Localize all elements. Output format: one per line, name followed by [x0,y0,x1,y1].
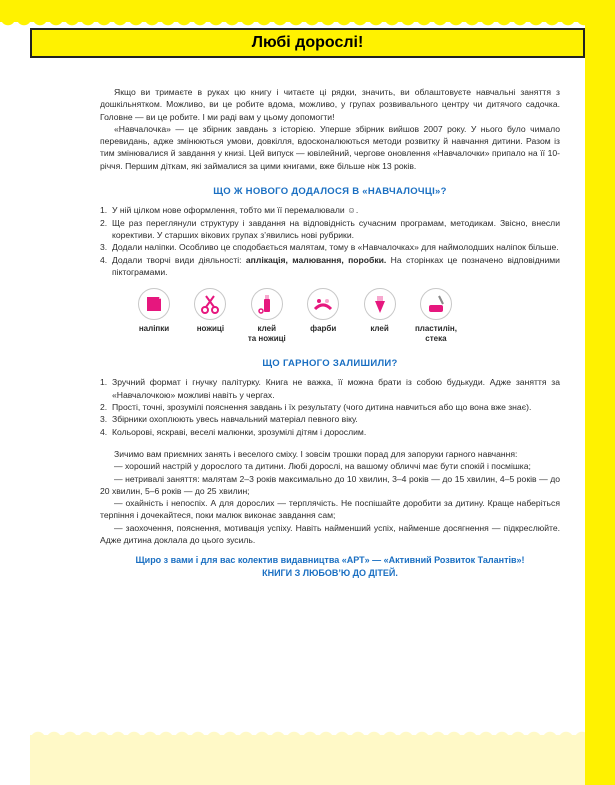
good-section-heading: ЩО ГАРНОГО ЗАЛИШИЛИ? [262,358,398,370]
good-items-list [100,376,560,437]
pictogram [299,288,347,344]
pictogram [130,288,178,344]
new-section-heading: ЩО Ж НОВОГО ДОДАЛОСЯ В «НАВЧАЛОЧЦІ»? [213,186,447,198]
list-item: 2. Прості, точні, зрозумілі пояснення завдань і їх результату (чого дитина навчиться або що вона вже знає). [100,402,532,413]
activity-types: аплікація, малювання, поробки. [245,254,387,265]
list-item: 4. Додали творчі види діяльності: аплікація, малювання, поробки. На сторінках це позначено відповідними піктограмами. [100,254,560,277]
list-item: 1. У ній цілком нове оформлення, тобто ми її перемалювали ☺. [100,205,359,216]
advice-paragraph: Зичимо вам приємних занять і веселого сміху. І зовсім трошки порад для запоруки гарного навчання: [114,448,518,459]
pictogram-label: клей [370,324,389,334]
scissors-icon [194,288,226,320]
plasticine-icon [420,288,452,320]
bottom-decorative-band [30,735,585,785]
pictogram-row [130,288,460,344]
closing-line-2: КНИГИ З ЛЮБОВ’Ю ДО ДІТЕЙ. [262,567,398,578]
advice-paragraph: — охайність і непоспіх. А для дорослих — терплячість. Не поспішайте доробити за дитину. Краще наберіться терпіння і дочекайтеся, поки малюк виконає завдання сам; [100,498,560,521]
list-item: 2. Ще раз переглянули структуру і завдання на відповідність сучасним програмам, методикам. Звісно, внесли корективи. У старших вікових групах з’явились нові рубрики. [100,217,560,240]
advice-paragraph: — заохочення, пояснення, мотивація успіху. Навіть найменший успіх, найменше досягнення — підкреслюйте. Адже дитина доклала до цього зусиль. [100,522,560,546]
new-items-list [100,204,560,278]
closing-line-1: Щиро з вами і для вас колектив видавництва «АРТ» — «Активний Розвиток Талантів»! [135,555,525,566]
intro-paragraph-2: «Навчалочка» — це збірник завдань з історією. Уперше збірник вийшов 2007 року. У нього було чимало перевидань, адже змінюються умови, довкілля, вдосконалюються методи розвитку й навчання дитини. Разом із тим змінювалися й завдання у книзі. Цей випуск — ювілейний, чергове оновлення «Навчалочки» припало на її 10-річчя. Першим діткам, які займалися за цими книгами, вже більше ніж 13 років. [100,123,560,171]
glue-icon [364,288,396,320]
sticker-icon [138,288,170,320]
intro-paragraph-1: Якщо ви тримаєте в руках цю книгу і читаєте ці рядки, значить, ви облаштовуєте навчальні заняття з дошкільнятком. Можливо, ви це робите вдома, можливо, у групах розвивального центру чи дитячого садочка. Головне — ви це робите. І ми раді вам у цьому допомогти! [100,87,560,122]
pictogram-label: наліпки [138,324,170,334]
list-item: 4. Кольорові, яскраві, веселі малюнки, зрозумілі дітям і дорослим. [100,426,367,437]
top-yellow-strip [0,0,615,22]
right-yellow-margin [585,0,615,785]
list-item: 3. Збірники охоплюють увесь навчальний матеріал певного віку. [100,414,358,425]
list-item: 3. Додали наліпки. Особливо це сподобається малятам, тому в «Навчалочках» для наймолодших наліпок більше. [100,242,559,253]
pictogram-label: фарби [310,324,337,334]
pictogram-label: клей та ножиці [247,324,286,344]
paint-icon [307,288,339,320]
page-title-box [30,28,585,58]
pictogram [412,288,460,344]
pictogram [186,288,234,344]
pictogram-label: ножиці [196,324,225,334]
page-title: Любі дорослі! [251,34,364,51]
page-content [100,86,560,579]
closing-signature [100,554,560,579]
list-item: 1. Зручний формат і гнучку палітурку. Книга не важка, її можна брати із собою будькуди. Адже заняття за «Навчалочкою» можливі навіть у чергах. [100,377,560,400]
pictogram [356,288,404,344]
advice-paragraph: — нетривалі заняття: малятам 2–3 років максимально до 10 хвилин, 3–4 років — до 15 хвилин, 4–5 років — до 20 хвилин, 5–6 років — до 25 хвилин; [100,473,560,496]
advice-block [100,448,560,546]
advice-paragraph: — хороший настрій у дорослого та дитини. Любі дорослі, на вашому обличчі має бути спокій і посмішка; [114,461,531,472]
pictogram-label: пластилін, стека [414,324,457,344]
glue-scissors-icon [251,288,283,320]
pictogram [243,288,291,344]
